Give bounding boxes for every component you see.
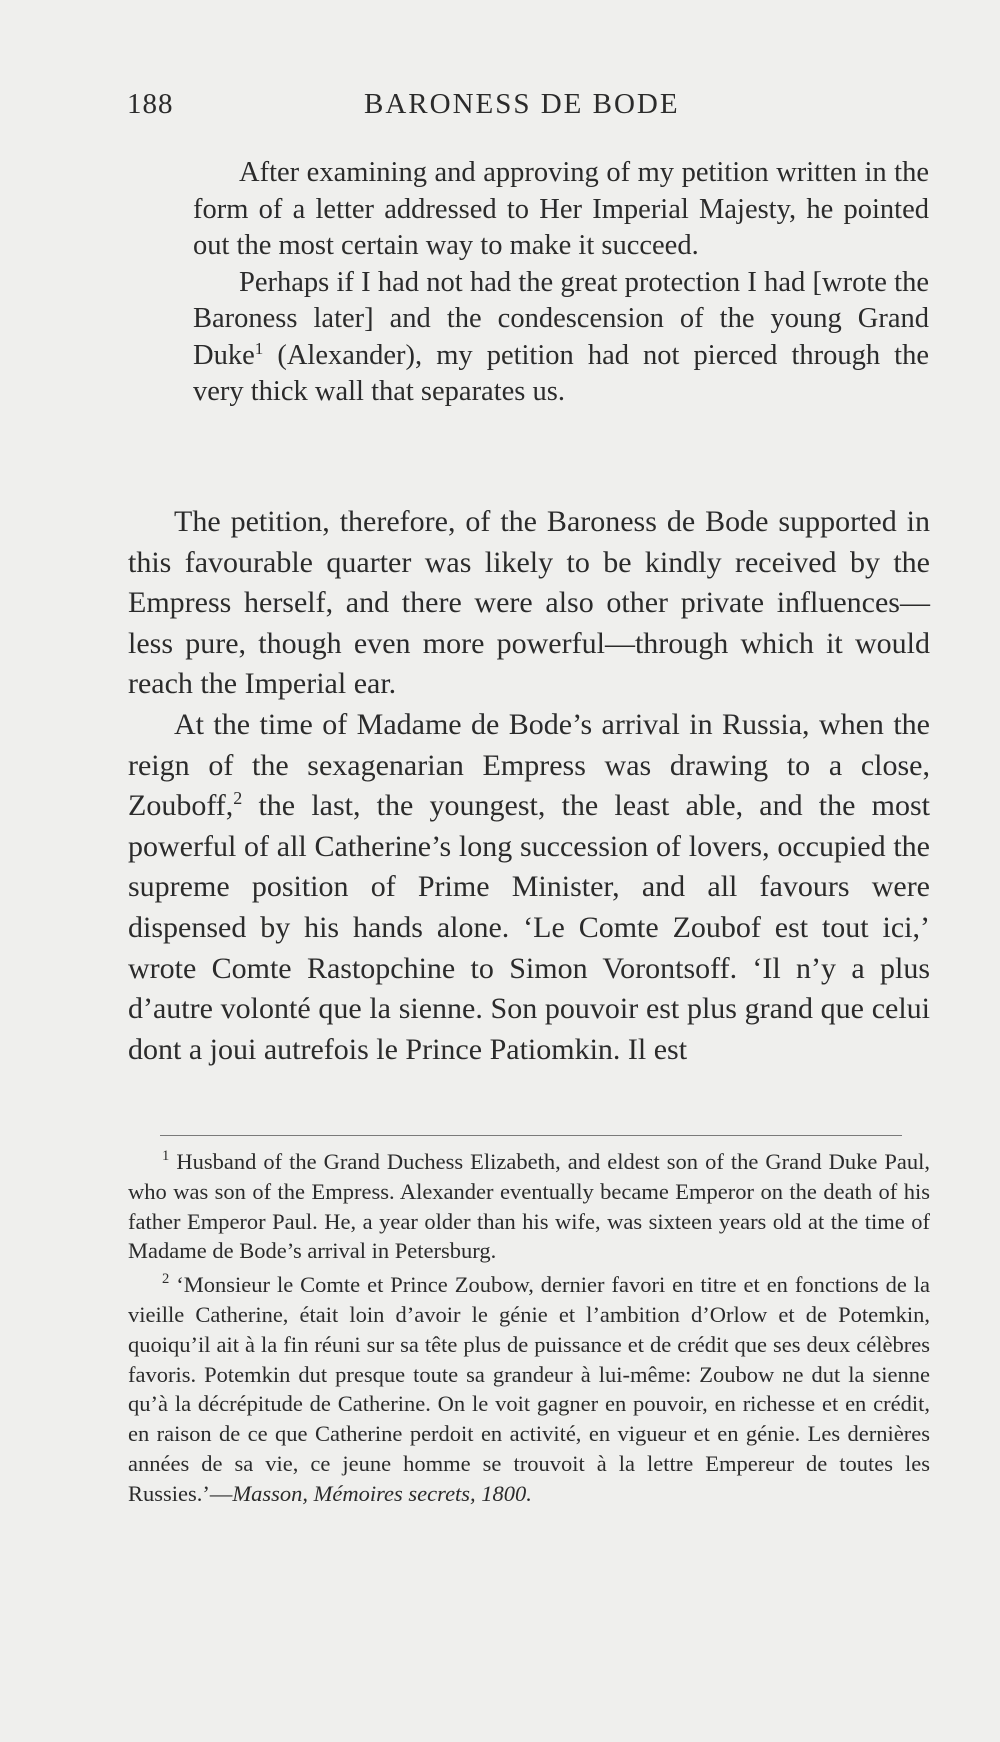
quote-text: After examining and approving of my petition written in the form of a letter addressed to Her Imperial Majesty, he pointed out the most certain way to make it succeed. <box>193 157 929 261</box>
footnote-marker: 1 <box>162 1148 170 1165</box>
footnote-1 <box>128 1147 930 1266</box>
footnote-divider <box>160 1135 902 1136</box>
body-text <box>128 502 930 1070</box>
quote-text: (Alexander), my petition had not pierced through the very thick wall that separates us. <box>193 339 929 407</box>
body-paragraph <box>128 502 930 705</box>
running-title: BARONESS DE BODE <box>364 88 680 120</box>
footnotes <box>128 1147 930 1509</box>
footnote-marker: 2 <box>162 1271 170 1288</box>
quote-text: Perhaps if I had not had the great protection I had [wrote the Baroness later] and the condescension of the young Grand Duke <box>193 266 929 371</box>
footnote-reference: 1 <box>254 338 264 358</box>
footnote-citation: Masson, Mémoires secrets, 1800. <box>232 1480 532 1506</box>
footnote-text: Husband of the Grand Duchess Elizabeth, and eldest son of the Grand Duke Paul, who was son of the Empress. Alexander eventually became Emperor on the death of his father Emperor Paul. He, a year older than his wife, was sixteen years old at the time of Madame de Bode’s arrival in Petersburg. <box>128 1149 930 1264</box>
body-text-run: the last, the youngest, the least able, and the most powerful of all Catherine’s long succession of lovers, occupied the supreme position of Prime Minister, and all favours were dispensed by his hands alone. ‘Le Comte Zoubof est tout ici,’ wrote Comte Rastopchine to Simon Vorontsoff. ‘Il n’y a plus d’autre volonté que la sienne. Son pouvoir est plus grand que celui dont a joui autrefois le Prince Patiomkin. Il est <box>128 789 930 1066</box>
footnote-reference: 2 <box>233 788 243 809</box>
body-paragraph <box>128 705 930 1070</box>
page-number: 188 <box>127 88 174 120</box>
footnote-2 <box>128 1270 930 1508</box>
body-text-run: At the time of Madame de Bode’s arrival in Russia, when the reign of the sexagenarian Empress was drawing to a close, Zouboff, <box>128 707 930 823</box>
quote-paragraph <box>193 155 929 265</box>
body-text-run: The petition, therefore, of the Baroness de Bode supported in this favourable quarter was likely to be kindly received by the Empress herself, and there were also other private influences—less pure, though even more powerful—through which it would reach the Imperial ear. <box>128 505 930 701</box>
quote-paragraph <box>193 265 929 411</box>
running-head <box>127 88 930 128</box>
footnote-text: ‘Monsieur le Comte et Prince Zoubow, dernier favori en titre et en fonctions de la vieille Catherine, était loin d’avoir le génie et l’ambition d’Orlow et de Potemkin, quoiqu’il ait à la fin réuni sur sa tête plus de puissance et de crédit que ses deux célèbres favoris. Potemkin dut presque toute sa grandeur à lui-même: Zoubow ne dut la sienne qu’à la décrépitude de Catherine. On le voit gagner en pouvoir, en richesse et en crédit, en raison de ce que Catherine perdoit en activité, en vigueur et en génie. Les dernières années de sa vie, ce jeune homme se trouvoit à la lettre Empereur de toutes les Russies.’— <box>128 1272 930 1506</box>
block-quote <box>193 155 929 411</box>
